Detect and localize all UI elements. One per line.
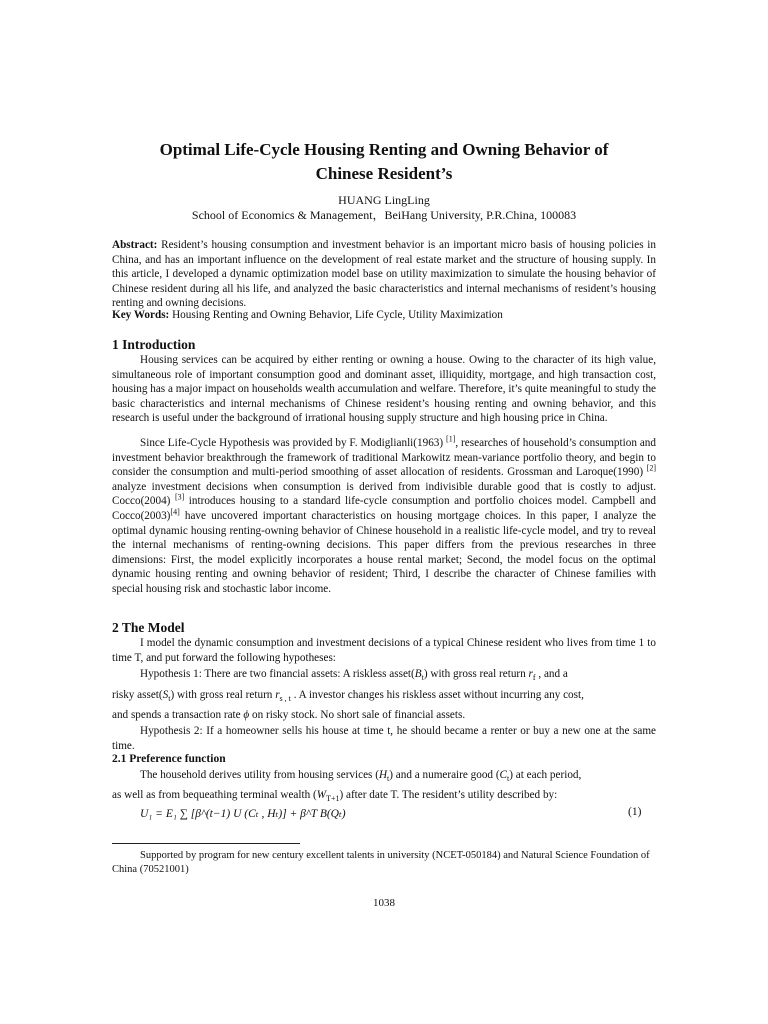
text-run: The household derives utility from housing services (: [140, 769, 379, 781]
hypothesis-1-line-1: [112, 667, 656, 682]
preference-line-2: [112, 788, 656, 803]
math-symbol: S: [162, 689, 169, 701]
text-run: ) with gross real return: [423, 668, 529, 680]
citation-4: [4]: [170, 507, 180, 517]
keywords: [112, 308, 656, 323]
math-subscript: t: [168, 694, 171, 704]
text-run: analyze investment decisions when consumption is derived from indivisible durable good that is costly to adjust. Cocco(2004): [112, 480, 656, 508]
math-subscript: f: [532, 673, 536, 683]
section-1-heading: 1 Introduction: [112, 337, 196, 352]
section-2-paragraph-1: I model the dynamic consumption and investment decisions of a typical Chinese resident who lives from time 1 to time T, and put forward the following hypotheses:: [112, 637, 656, 664]
text-run: Since Life-Cycle Hypothesis was provided by F. Modiglianli(1963): [140, 437, 447, 449]
hypothesis-1-line-3: [112, 708, 656, 723]
math-subscript: T+1: [326, 794, 340, 804]
section-2-heading: 2 The Model: [112, 620, 185, 635]
math-symbol: C: [499, 769, 508, 781]
math-subscript: s , t: [279, 694, 291, 704]
math-symbol: W: [316, 789, 327, 801]
footnote-separator: [112, 843, 300, 844]
footnote: Supported by program for new century excellent talents in university (NCET-050184) and Natural Science Foundation of China (70521001): [112, 850, 650, 875]
text-run: ) and a numeraire good (: [389, 769, 500, 781]
text-run: have uncovered important characteristics on housing mortgage choices. In this paper, I analyze the optimal dynamic housing renting-owning behavior of Chinese household in a realistic life-cycle model, and try to reveal the internal mechanisms of renting-owning decisions. This paper differs from the previous researches in three dimensions: First, the model explicitly incorporates a house rental market; Second, the model focus on the optimal dynamic housing renting and owning behavior of resident; Third, I describe the character of Chinese families with special housing risk and stochastic labor income.: [112, 509, 656, 595]
abstract: [112, 238, 656, 311]
title-line-1: Optimal Life-Cycle Housing Renting and Owning Behavior of: [159, 140, 609, 159]
text-run: risky asset(: [112, 689, 163, 701]
citation-3: [3]: [174, 492, 185, 502]
paper-title: [100, 138, 668, 186]
text-run: as well as from bequeathing terminal wealth (: [112, 789, 317, 801]
math-symbol: r: [528, 668, 533, 680]
keywords-label: Key Words:: [112, 309, 170, 321]
author-affiliation: School of Economics & Management，BeiHang University, P.R.China, 100083: [191, 208, 577, 222]
hypothesis-2: Hypothesis 2: If a homeowner sells his house at time t, he should became a renter or buy a new one at the same time.: [112, 725, 656, 752]
citation-1: [1]: [446, 434, 456, 444]
keywords-text: Housing Renting and Owning Behavior, Life Cycle, Utility Maximization: [169, 309, 503, 321]
abstract-label: Abstract:: [112, 239, 158, 251]
text-run: ) with gross real return: [170, 689, 276, 701]
math-symbol: H: [378, 769, 388, 781]
text-run: . A investor changes his riskless asset without incurring any cost,: [290, 689, 584, 701]
section-1-paragraph-2: [112, 436, 656, 597]
preference-line-1: [112, 768, 656, 783]
text-run: introduces housing to a standard life-cycle consumption and portfolio choices model. Campbell and Cocco(2003): [112, 495, 656, 522]
math-symbol: r: [275, 689, 280, 701]
text-run: ) at each period,: [509, 769, 582, 781]
text-run: and spends a transaction rate: [112, 709, 244, 721]
math-symbol: ϕ: [243, 709, 250, 721]
text-run: on risky stock. No short sale of financial assets.: [249, 709, 466, 721]
text-run: ) after date T. The resident’s utility described by:: [339, 789, 558, 801]
abstract-text: Resident’s housing consumption and investment behavior is an important micro basis of housing policies in China, and has an important influence on the development of real estate market and the structure of housing supply. In this article, I developed a dynamic optimization model base on utility maximization to simulate the housing behavior of Chinese resident during all his life, and analyzed the basic characteristics and internal mechanisms of resident’s housing renting and owning decisions.: [112, 239, 656, 310]
subsection-2-1-heading: 2.1 Preference function: [112, 753, 226, 765]
text-run: Hypothesis 1: There are two financial assets: A riskless asset(: [140, 668, 415, 680]
equation-1: U₁ = E₁ ∑ [β^(t−1) U (Cₜ , Hₜ)] + β^T B(Qₜ): [140, 808, 346, 820]
math-subscript: t: [421, 673, 424, 683]
citation-2: [2]: [646, 463, 656, 473]
author-block: [100, 193, 668, 223]
math-subscript: t: [387, 774, 390, 784]
text-run: , and a: [535, 668, 568, 680]
equation-1-number: (1): [628, 806, 642, 818]
title-line-2: Chinese Resident’s: [315, 164, 453, 183]
page-number: 1038: [373, 897, 395, 909]
section-1-paragraph-1: Housing services can be acquired by either renting or owning a house. Owing to the character of its high value, simultaneous role of important consumption good and dominant asset, illiquidity, mortgage, and high transaction cost, housing has a major impact on households wealth accumulation and welfare. Therefore, it’s quite meaningful to study the basic characteristics and internal mechanisms of Chinese resident’s housing renting and owning behavior, and this research is useful under the background of irrational housing supply structure and high housing price in China.: [112, 354, 656, 425]
hypothesis-1-line-2: [112, 688, 656, 703]
text-run: , researches of household’s consumption and investment behavior breakthrough the framework of traditional Markowitz mean-variance portfolio theory, and begin to consider the consumption and multi-period smoothing of asset allocation of residents. Grossman and Laroque(1990): [112, 437, 656, 479]
author-name: HUANG LingLing: [338, 193, 430, 207]
math-symbol: B: [414, 668, 422, 680]
math-subscript: t: [507, 774, 510, 784]
